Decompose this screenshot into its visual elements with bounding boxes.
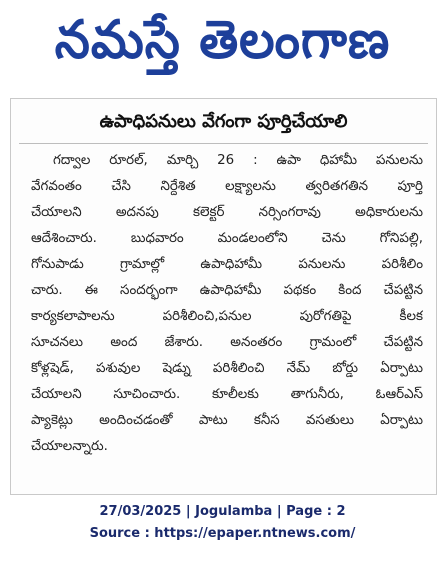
headline-divider xyxy=(19,143,428,144)
article-line: గద్వాల రూరల్, మార్చి 26 : ఉపా ధిహామీ పనులను xyxy=(53,153,423,168)
article-line: చేయాలని సూచించారు. కూలీలకు తాగునీరు, ఓఆర్ఎస్ xyxy=(31,387,423,402)
article-line: కోళ్లషెడ్, పశువుల షెడ్ను పరిశీలించి నేమ్ బోర్డు ఏర్పాటు xyxy=(31,361,423,376)
article-line: చేయాలన్నారు. xyxy=(31,439,108,454)
article-line: కార్యకలాపాలను పరిశీలించి,పనుల పురోగతిపై కీలక xyxy=(31,309,423,324)
source-link[interactable]: Source : https://epaper.ntnews.com/ xyxy=(89,526,356,541)
article-line: ఆదేశించారు. బుధవారం మండలంలోని చెను గోనిపల్లి, xyxy=(31,231,423,246)
article-line: ప్యాకెట్లు అందించడంతో పాటు కనీస వసతులు ఏర్పాటు xyxy=(31,413,423,428)
clipping-cut-edge xyxy=(11,99,436,111)
publication-info: 27/03/2025 | Jogulamba | Page : 2 xyxy=(99,504,346,519)
article-line: సూచనలు అంద జేశారు. అనంతరం గ్రామంలో చేపట్టిన xyxy=(31,335,423,350)
article-headline: ఉపాధిపనులు వేగంగా పూర్తిచేయాలి xyxy=(99,111,348,132)
newspaper-masthead xyxy=(0,0,445,92)
article-body xyxy=(31,148,423,460)
article-line: వేగవంతం చేసి నిర్దేశిత లక్ష్యాలను త్వరితగతిన పూర్తి xyxy=(31,179,423,194)
article-line: గోనుపాడు గ్రామాల్లో ఉపాధిహామీ పనులను పరిశీలిం xyxy=(31,257,423,272)
article-line: చారు. ఈ సందర్భంగా ఉపాధిహామీ పథకం కింద చేపట్టిన xyxy=(31,283,423,298)
article-line: చేయాలని అదనపు కలెక్టర్ నర్సింగరావు అధికారులను xyxy=(31,205,423,220)
masthead-title: నమస్తే తెలంగాణ xyxy=(54,8,391,70)
news-clipping xyxy=(10,98,437,495)
